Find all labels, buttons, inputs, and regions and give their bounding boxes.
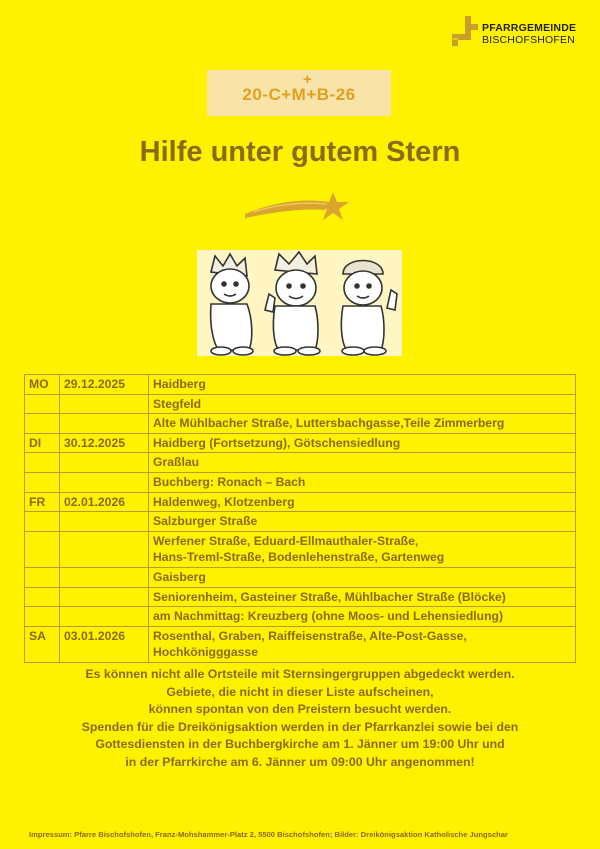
schedule-date	[60, 472, 149, 492]
note-line: Gebiete, die nicht in dieser Liste aufscheinen,	[166, 684, 434, 699]
schedule-row	[25, 567, 576, 587]
schedule-area-line: Buchberg: Ronach – Bach	[153, 474, 306, 489]
schedule-area	[149, 453, 576, 473]
note-line: können spontan von den Preistern besucht werden.	[148, 702, 452, 717]
schedule-day: SA	[25, 626, 60, 662]
schedule-area-line: Haidberg	[153, 377, 206, 391]
schedule-day: MO	[25, 375, 60, 395]
schedule-area	[149, 512, 576, 532]
note-line: Es können nicht alle Ortsteile mit Sternsingergruppen abgedeckt werden.	[85, 667, 515, 681]
schedule-date	[60, 607, 149, 627]
schedule-day	[25, 512, 60, 532]
schedule-area	[149, 394, 576, 414]
schedule-date	[60, 531, 149, 567]
schedule-day	[25, 531, 60, 567]
page-title: Hilfe unter gutem Stern	[139, 136, 461, 168]
schedule-area	[149, 433, 576, 453]
schedule-table	[24, 374, 576, 663]
schedule-area-line: Salzburger Straße	[153, 514, 258, 529]
schedule-date: 29.12.2025	[60, 375, 149, 395]
schedule-row	[25, 453, 576, 473]
schedule-area	[149, 567, 576, 587]
schedule-area	[149, 375, 576, 395]
schedule-date	[60, 394, 149, 414]
cmb-text: 20-C+M+B-26	[242, 85, 356, 104]
schedule-row	[25, 531, 576, 567]
schedule-date: 03.01.2026	[60, 626, 149, 662]
schedule-area-line: Werfener Straße, Eduard-Ellmauthaler-Straße,	[153, 533, 419, 548]
schedule-date	[60, 567, 149, 587]
schedule-area	[149, 472, 576, 492]
schedule-area-line: Seniorenheim, Gasteiner Straße, Mühlbacher Straße (Blöcke)	[153, 589, 506, 604]
parish-cross-icon	[452, 16, 478, 46]
schedule-area-line: Haidberg (Fortsetzung), Götschensiedlung	[153, 435, 401, 450]
note-line: in der Pfarrkirche am 6. Jänner um 09:00 Uhr angenommen!	[125, 754, 475, 769]
schedule-row	[25, 626, 576, 662]
schedule-area	[149, 492, 576, 512]
schedule-day	[25, 567, 60, 587]
schedule-day	[25, 472, 60, 492]
footer-imprint: Impressum: Pfarre Bischofshofen, Franz-Mohshammer-Platz 2, 5500 Bischofshofen; Bilder: Dreikönigsaktion Katholische Jungschar	[29, 830, 508, 839]
schedule-date	[60, 587, 149, 607]
schedule-area	[149, 626, 576, 662]
schedule-area-line: Gaisberg	[153, 569, 206, 584]
schedule-date: 02.01.2026	[60, 492, 149, 512]
schedule-day	[25, 587, 60, 607]
logo-line-2: BISCHOFSHOFEN	[482, 34, 576, 46]
notes-block	[0, 666, 600, 772]
schedule-area	[149, 587, 576, 607]
schedule-area-line: Haldenweg, Klotzenberg	[153, 494, 295, 509]
three-kings-icon	[197, 250, 402, 356]
schedule-day	[25, 453, 60, 473]
schedule-area-line: Alte Mühlbacher Straße, Luttersbachgasse,Teile Zimmerberg	[153, 416, 505, 431]
schedule-date	[60, 453, 149, 473]
schedule-date	[60, 512, 149, 532]
schedule-row	[25, 607, 576, 627]
schedule-day: FR	[25, 492, 60, 512]
schedule-row	[25, 472, 576, 492]
parish-logo	[452, 14, 592, 48]
schedule-row	[25, 492, 576, 512]
schedule-area-line: Rosenthal, Graben, Raiffeisenstraße, Alte-Post-Gasse,	[153, 628, 467, 643]
schedule-area	[149, 531, 576, 567]
note-line: Spenden für die Dreikönigsaktion werden in der Pfarrkanzlei sowie bei den	[81, 719, 519, 734]
schedule-row	[25, 375, 576, 395]
schedule-row	[25, 433, 576, 453]
schedule-area-line: Stegfeld	[153, 396, 202, 411]
logo-line-1: PFARRGEMEINDE	[482, 22, 577, 34]
cmb-banner	[207, 70, 391, 116]
schedule-day: DI	[25, 433, 60, 453]
schedule-area-line: Hochkönigggasse	[153, 645, 258, 660]
schedule-date: 30.12.2025	[60, 433, 149, 453]
three-kings-illustration	[197, 250, 402, 356]
schedule-date	[60, 414, 149, 434]
schedule-row	[25, 512, 576, 532]
note-line: Gottesdiensten in der Buchbergkirche am 1. Jänner um 19:00 Uhr und	[95, 737, 505, 752]
cmb-cross: +	[303, 71, 312, 88]
schedule-day	[25, 394, 60, 414]
schedule-day	[25, 607, 60, 627]
schedule-area-line: Graßlau	[153, 455, 200, 470]
schedule-row	[25, 394, 576, 414]
schedule-day	[25, 414, 60, 434]
schedule-area	[149, 607, 576, 627]
schedule-area-line: am Nachmittag: Kreuzberg (ohne Moos- und Lehensiedlung)	[153, 609, 504, 624]
schedule-area	[149, 414, 576, 434]
schedule-area-line: Hans-Treml-Straße, Bodenlehenstraße, Gartenweg	[153, 550, 445, 565]
schedule-row	[25, 414, 576, 434]
schedule-row	[25, 587, 576, 607]
shooting-star-icon	[243, 188, 355, 230]
